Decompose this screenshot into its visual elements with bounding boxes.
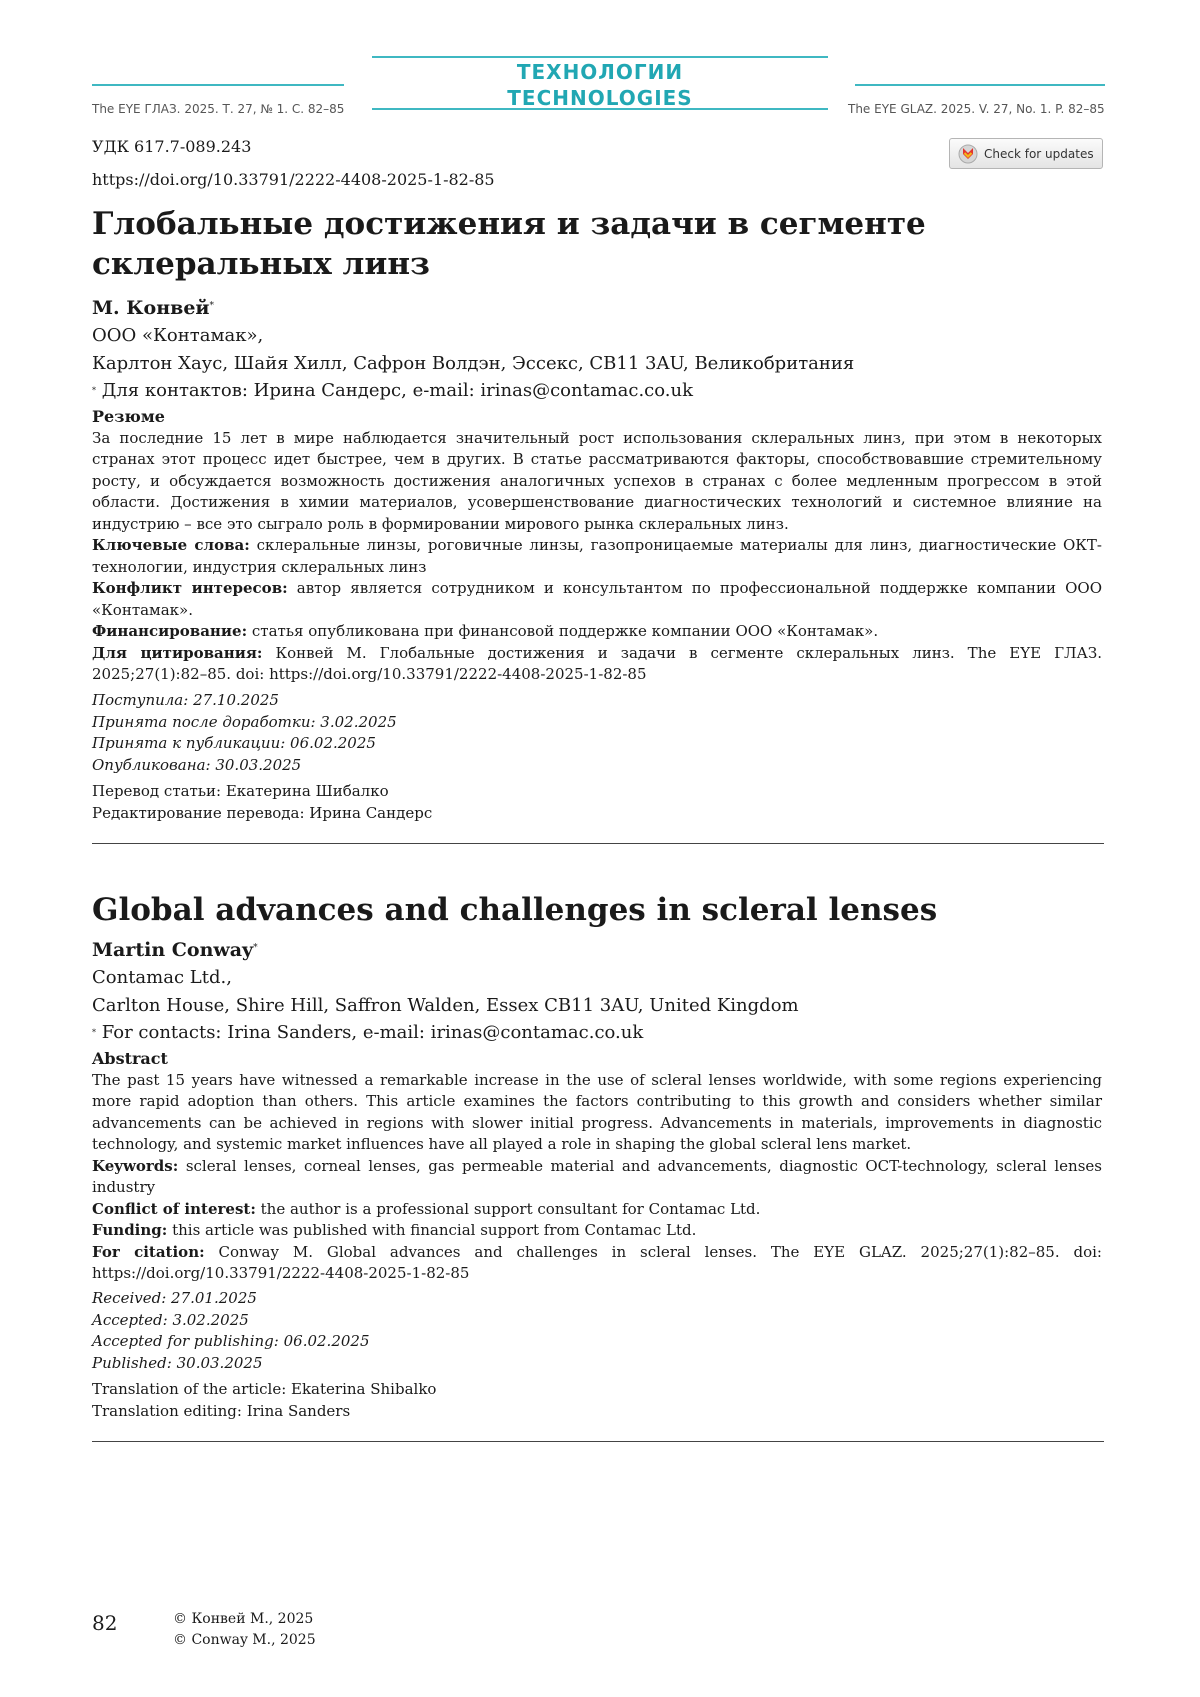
abstract-en [92,1048,1102,1285]
citation-label-en: For citation: [92,1242,205,1261]
copyright-ru: © Конвей М., 2025 [173,1611,314,1627]
abstract-label-ru: Резюме [92,407,165,426]
abstract-text-en: The past 15 years have witnessed a remarkable increase in the use of scleral lenses worldwide, with some regions experiencing more rapid adoption than others. This article examines the factors contributing to this growth and considers whether similar advancements can be achieved in regions with slower initial progress. Advancements in materials, improvements in diagnostic technology, and systemic market influences have all played a role in shaping the global scleral lens market. [92,1070,1102,1153]
funding-label-ru: Финансирование: [92,622,248,640]
author-mark-ru: * [209,301,215,311]
citation-ru [92,643,1102,686]
accepted-en: Accepted for publishing: 06.02.2025 [92,1332,370,1350]
conflict-label-en: Conflict of interest: [92,1199,256,1218]
revised-ru: Принята после доработки: 3.02.2025 [92,712,397,731]
citation-en [92,1242,1102,1285]
translation-editor-ru: Редактирование перевода: Ирина Сандерс [92,803,433,822]
funding-text-en: this article was published with financial support from Contamac Ltd. [172,1221,697,1239]
translation-editor-en: Translation editing: Irina Sanders [92,1401,351,1420]
keywords-en [92,1156,1102,1199]
received-en: Received: 27.01.2025 [92,1289,257,1307]
contact-mark-en: * [92,1028,96,1037]
contact-text-en: For contacts: Irina Sanders, e-mail: irinas@contamac.co.uk [101,1022,644,1043]
contact-text-ru: Для контактов: Ирина Сандерс, e-mail: irinas@contamac.co.uk [101,380,693,401]
copyright [173,1609,316,1651]
affiliation-ru-1: ООО «Контамак», [92,325,264,346]
copyright-en: © Conway M., 2025 [173,1632,316,1648]
author-name-en: Martin Conway [92,939,254,961]
section-divider [92,843,1104,844]
affiliation-en-2: Carlton House, Shire Hill, Saffron Walden, Essex CB11 3AU, United Kingdom [92,995,799,1016]
published-ru: Опубликована: 30.03.2025 [92,755,302,774]
abstract-text-ru: За последние 15 лет в мире наблюдается значительный рост использования склеральных линз, при этом в некоторых странах этот процесс идет быстрее, чем в других. В статье рассматриваются факторы, способствовавшие стремительному росту, и обсуждается возможность достижения аналогичных успехов в странах с более медленным прогрессом в этой области. Достижения в химии материалов, усовершенствование диагностических технологий и системное влияние на индустрию – все это сыграло роль в формировании мирового рынка склеральных линз. [92,428,1102,533]
author-name-ru: М. Конвей [92,297,210,319]
contact-ru [92,377,693,405]
contact-mark-ru: * [92,386,96,395]
page-number: 82 [92,1611,118,1635]
section-title-ru: ТЕХНОЛОГИИ [516,60,684,84]
citation-text-ru: Конвей М. Глобальные достижения и задачи в сегменте склеральных линз. The EYE ГЛАЗ. 2025;27(1):82–85. doi: https://doi.org/10.33791/2222-4408-2025-1-82-85 [92,643,1102,683]
section-title-en: TECHNOLOGIES [507,86,693,110]
citation-text-en: Conway M. Global advances and challenges in scleral lenses. The EYE GLAZ. 2025;27(1):82–85. doi: https://doi.org/10.33791/2222-4408-2025-1-82-85 [92,1242,1102,1282]
translator-ru: Перевод статьи: Екатерина Шибалко [92,782,389,800]
conflict-text-ru: автор является сотрудником и консультантом по профессиональной поддержке компании ООО «Контамак». [92,579,1102,619]
article-title-ru: Глобальные достижения и задачи в сегменте склеральных линз [92,206,926,282]
udk: УДК 617.7-089.243 [92,137,252,156]
keywords-label-en: Keywords: [92,1156,179,1175]
affiliation-en-1: Contamac Ltd., [92,967,232,988]
keywords-ru [92,535,1102,578]
keywords-text-ru: склеральные линзы, роговичные линзы, газопроницаемые материалы для линз, диагностические ОКТ-технологии, индустрия склеральных линз [92,536,1102,576]
journal-ref-en: The EYE GLAZ. 2025. V. 27, No. 1. P. 82–85 [848,102,1105,116]
check-for-updates-button[interactable] [949,138,1103,169]
header-rule-center-top [372,56,828,58]
doi-link[interactable]: https://doi.org/10.33791/2222-4408-2025-1-82-85 [92,170,495,189]
received-ru: Поступила: 27.10.2025 [92,691,279,709]
conflict-ru [92,578,1102,621]
dates-en [92,1288,370,1374]
end-divider [92,1441,1104,1442]
funding-ru [92,621,1102,643]
revised-en: Accepted: 3.02.2025 [92,1310,249,1329]
conflict-en [92,1199,1102,1221]
author-en [92,938,258,962]
author-mark-en: * [253,943,258,953]
keywords-label-ru: Ключевые слова: [92,536,250,554]
dates-ru [92,690,397,776]
accepted-ru: Принята к публикации: 06.02.2025 [92,734,376,752]
conflict-text-en: the author is a professional support consultant for Contamac Ltd. [260,1199,761,1218]
funding-text-ru: статья опубликована при финансовой поддержке компании ООО «Контамак». [251,622,879,640]
translation-en [92,1379,436,1422]
journal-ref-ru: The EYE ГЛАЗ. 2025. Т. 27, № 1. С. 82–85 [92,102,345,116]
published-en: Published: 30.03.2025 [92,1353,263,1372]
abstract-label-en: Abstract [92,1049,168,1068]
funding-label-en: Funding: [92,1221,168,1239]
author-ru [92,296,214,320]
conflict-label-ru: Конфликт интересов: [92,579,288,597]
translation-ru [92,781,432,824]
citation-label-ru: Для цитирования: [92,643,263,662]
abstract-ru [92,406,1102,686]
translator-en: Translation of the article: Ekaterina Shibalko [92,1380,437,1398]
check-for-updates-label: Check for updates [984,146,1094,161]
contact-en [92,1019,643,1047]
funding-en [92,1220,1102,1242]
affiliation-ru-2: Карлтон Хаус, Шайя Хилл, Сафрон Волдэн, Эссекс, CB11 3AU, Великобритания [92,353,855,374]
keywords-text-en: scleral lenses, corneal lenses, gas permeable material and advancements, diagnostic OCT-technology, scleral lenses industry [92,1156,1102,1196]
crossmark-icon [958,144,978,164]
article-title-en: Global advances and challenges in scleral lenses [92,892,938,928]
